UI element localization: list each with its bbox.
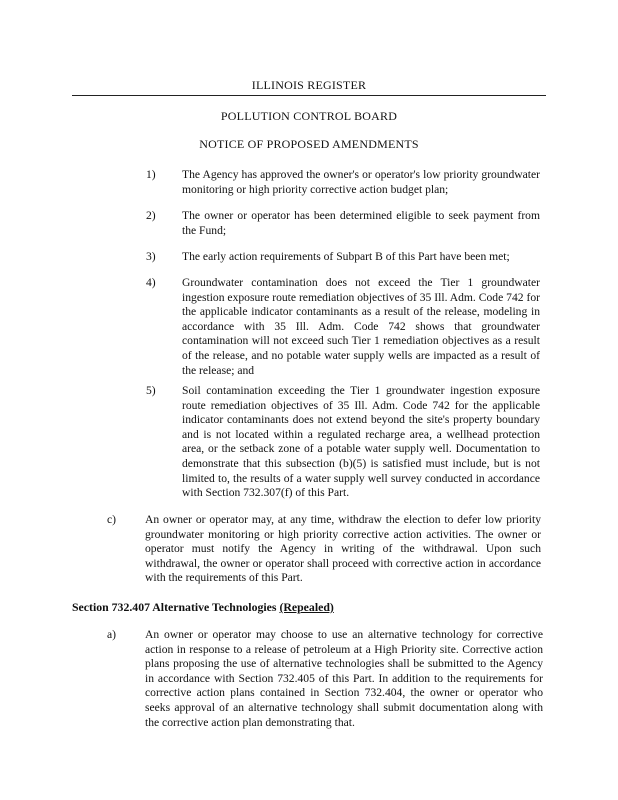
board-title: POLLUTION CONTROL BOARD (220, 109, 398, 123)
item-text: The Agency has approved the owner's or operator's low priority groundwater monitoring or high priority corrective action budget plan; (182, 168, 540, 196)
item-text: An owner or operator may choose to use an alternative technology for corrective action in response to a release of petroleum at a High Priority site. Corrective action plans proposing the use of alternative technologies shall be submitted to the Agency in accordance with Section 732.405 of this Part. In addition to the requirements for corrective action plans contained in Section 732.404, the owner or operator who seeks approval of an alternative technology shall submit documentation along with the corrective action plan demonstrating that. (145, 628, 543, 729)
section-title: Section 732.407 Alternative Technologies (72, 600, 277, 614)
item-number: 4) (146, 276, 156, 289)
section-heading (72, 600, 334, 615)
item-text: The early action requirements of Subpart B of this Part have been met; (182, 250, 510, 263)
item-number: 1) (146, 168, 156, 181)
item-number: a) (107, 628, 117, 641)
item-text: Soil contamination exceeding the Tier 1 groundwater ingestion exposure route remediation objectives of 35 Ill. Adm. Code 742 for the applicable indicator contaminants does not extend beyond the site's property boundary and is not located within a regulated recharge area, a wellhead protection area, or the setback zone of a potable water supply well. Documentation to demonstrate that this subsection (b)(5) is satisfied must include, but is not limited to, the results of a water supply well survey conducted in accordance with Section 732.307(f) of this Part. (182, 384, 540, 500)
notice-title: NOTICE OF PROPOSED AMENDMENTS (199, 137, 419, 151)
item-number: c) (107, 513, 117, 526)
item-number: 3) (146, 250, 156, 263)
item-text: An owner or operator may, at any time, withdraw the election to defer low priority groundwater monitoring or high priority corrective action activities. The owner or operator must notify the Agency in writing of the withdrawal. Upon such withdrawal, the owner or operator shall proceed with corrective action in accordance with the requirements of this Part. (145, 513, 541, 585)
item-number: 5) (146, 384, 156, 397)
item-text: Groundwater contamination does not exceed the Tier 1 groundwater ingestion exposure route remediation objectives of 35 Ill. Adm. Code 742 for the applicable indicator contaminants as a result of the release, modeling in accordance with 35 Ill. Adm. Code 742 shows that groundwater contamination will not exceed such Tier 1 remediation objectives as a result of the release, and no potable water supply wells are impacted as a result of the release; and (182, 276, 540, 377)
item-number: 2) (146, 209, 156, 222)
item-text: The owner or operator has been determined eligible to seek payment from the Fund; (182, 209, 540, 237)
repealed-label: (Repealed) (279, 600, 334, 614)
header-rule (72, 95, 546, 96)
register-title: ILLINOIS REGISTER (251, 78, 367, 92)
